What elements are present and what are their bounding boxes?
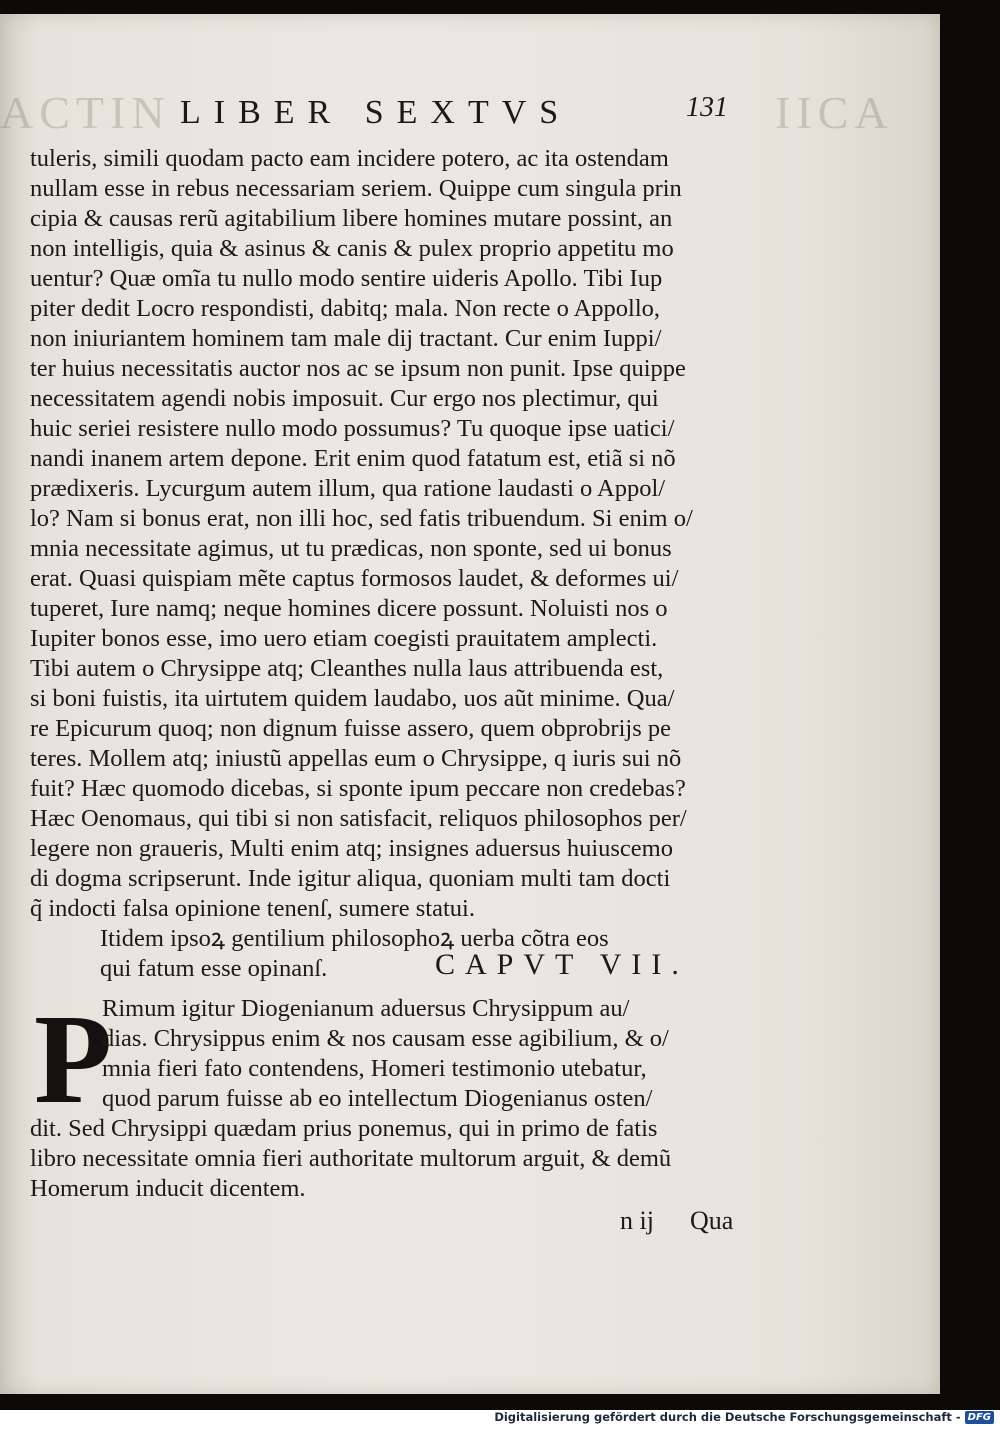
footer-text: Digitalisierung gefördert durch die Deutsche Forschungsgemeinschaft - [494, 1410, 961, 1424]
signature-line [620, 1206, 733, 1236]
chapter-subtitle-line: Itidem ipsoꝝ gentilium philosophoꝝ uerba cõtra eos [100, 925, 609, 952]
text-line: Hæc Oenomaus, qui tibi si non satisfacit, reliquos philosophos per/ [30, 805, 687, 832]
drop-cap-initial: P [34, 988, 113, 1130]
text-line: Rimum igitur Diogenianum aduersus Chrysippum au/ [102, 995, 630, 1022]
text-line: ter huius necessitatis auctor nos ac se ipsum non punit. Ipse quippe [30, 355, 686, 382]
chapter-subtitle-line [30, 948, 790, 984]
text-line: re Epicurum quoq; non dignum fuisse assero, quem obprobrijs pe [30, 715, 671, 742]
text-line: tuleris, simili quodam pacto eam incidere potero, ac ita ostendam [30, 145, 669, 172]
text-line: piter dedit Locro respondisti, dabitq; mala. Non recte o Appollo, [30, 295, 661, 322]
text-line: libro necessitate omnia fieri authoritate multorum arguit, & demũ [30, 1145, 672, 1172]
text-line: uentur? Quæ omĩa tu nullo modo sentire uideris Apollo. Tibi Iup [30, 265, 663, 292]
text-line: non iniuriantem hominem tam male dij tractant. Cur enim Iuppi/ [30, 325, 662, 352]
show-through-left: ACTIN [0, 87, 171, 138]
text-line: Tibi autem o Chrysippe atq; Cleanthes nulla laus attribuenda est, [30, 655, 664, 682]
dfg-logo-icon: DFG [965, 1411, 994, 1424]
chapter-text-block [30, 988, 790, 1204]
text-line: mnia fieri fato contendens, Homeri testimonio utebatur, [102, 1055, 647, 1082]
text-line: Iupiter bonos esse, imo uero etiam coegisti prauitatem amplecti. [30, 625, 658, 652]
text-line: prædixeris. Lycurgum autem illum, qua ratione laudasti o Appol/ [30, 475, 666, 502]
main-text-block [30, 144, 790, 984]
chapter-heading: CAPVT VII. [435, 948, 689, 981]
text-line: mnia necessitate agimus, ut tu prædicas, non sponte, sed ui bonus [30, 535, 672, 562]
text-line: necessitatem agendi nobis imposuit. Cur ergo nos plectimur, qui [30, 385, 659, 412]
folio-number: 131 [686, 92, 728, 123]
text-line: cipia & causas rerũ agitabilium libere homines mutare possint, an [30, 205, 673, 232]
text-line: nullam esse in rebus necessariam seriem. Quippe cum singula prin [30, 175, 682, 202]
text-line: Homerum inducit dicentem. [30, 1175, 306, 1202]
text-line: quod parum fuisse ab eo intellectum Diogenianus osten/ [102, 1085, 653, 1112]
text-line: lo? Nam si bonus erat, non illi hoc, sed fatis tribuendum. Si enim o/ [30, 505, 693, 532]
text-line: erat. Quasi quispiam mẽte captus formosos laudet, & deformes ui/ [30, 565, 679, 592]
text-line: non intelligis, quia & asinus & canis & pulex proprio appetitu mo [30, 235, 674, 262]
text-line: dias. Chrysippus enim & nos causam esse agibilium, & o/ [102, 1025, 669, 1052]
show-through-right: IICA [775, 87, 894, 138]
text-line: di dogma scripserunt. Inde igitur aliqua, quoniam multi tam docti [30, 865, 671, 892]
text-line: huic seriei resistere nullo modo possumus? Tu quoque ipse uatici/ [30, 415, 675, 442]
book-page [0, 14, 940, 1394]
signature-mark: n ij [620, 1206, 654, 1235]
text-line: fuit? Hæc quomodo dicebas, si sponte ipum peccare non credebas? [30, 775, 686, 802]
text-line: si boni fuistis, ita uirtutem quidem laudabo, uos aũt minime. Qua/ [30, 685, 675, 712]
digitization-footer [494, 1408, 994, 1426]
text-line: nandi inanem artem depone. Erit enim quod fatatum est, etiã si nõ [30, 445, 676, 472]
text-line: tuperet, Iure namq; neque homines dicere possunt. Noluisti nos o [30, 595, 668, 622]
text-line: q̃ indocti falsa opinione tenenſ, sumere statui. [30, 895, 475, 922]
catchword: Qua [689, 1206, 734, 1235]
running-header: LIBER SEXTVS [180, 94, 572, 131]
chapter-subtitle-text: qui fatum esse opinanſ. [100, 955, 328, 982]
text-line: dit. Sed Chrysippi quædam prius ponemus, qui in primo de fatis [30, 1115, 658, 1142]
text-line: legere non graueris, Multi enim atq; insignes aduersus huiuscemo [30, 835, 673, 862]
text-line: teres. Mollem atq; iniustũ appellas eum o Chrysippe, q iuris sui nõ [30, 745, 682, 772]
